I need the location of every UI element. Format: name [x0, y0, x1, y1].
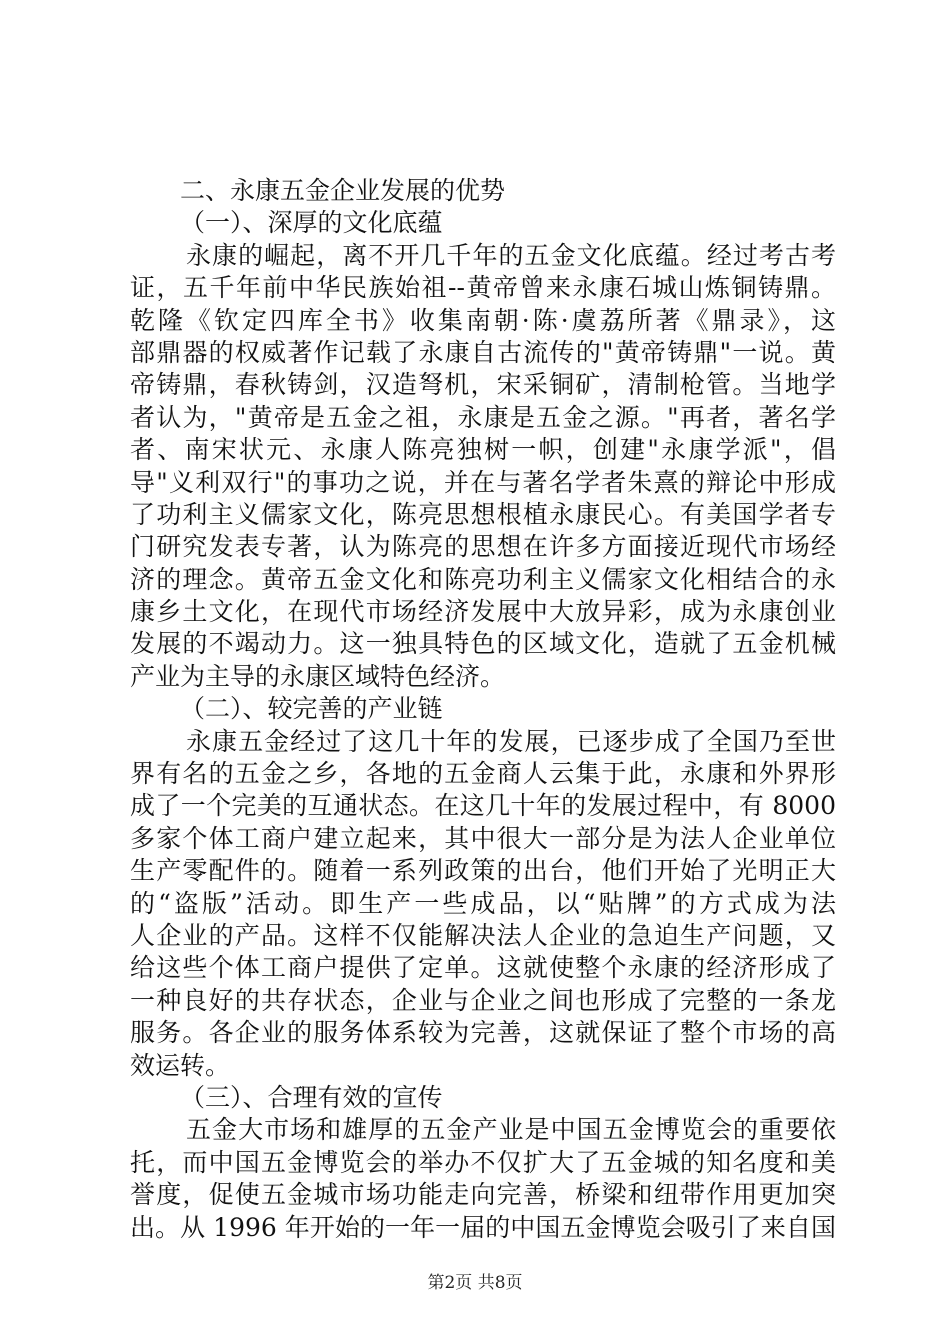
body-line: 服务。各企业的服务体系较为完善，这就保证了整个市场的高: [130, 1018, 836, 1048]
body-line: 济的理念。黄帝五金文化和陈亮功利主义儒家文化相结合的永: [130, 564, 836, 594]
body-line: 多家个体工商户建立起来，其中很大一部分是为法人企业单位: [130, 823, 836, 853]
body-line: 了功利主义儒家文化，陈亮思想根植永康民心。有美国学者专: [130, 499, 836, 529]
body-line: 人企业的产品。这样不仅能解决法人企业的急迫生产问题，又: [130, 920, 836, 950]
paragraph-first-line: 五金大市场和雄厚的五金产业是中国五金博览会的重要依: [186, 1115, 836, 1145]
paragraph-first-line: 永康的崛起，离不开几千年的五金文化底蕴。经过考古考: [186, 240, 836, 270]
body-line: 导"义利双行"的事功之说，并在与著名学者朱熹的辩论中形成: [130, 467, 836, 497]
body-line: 发展的不竭动力。这一独具特色的区域文化，造就了五金机械: [130, 629, 836, 659]
subsection-heading: （三）、合理有效的宣传: [180, 1082, 443, 1112]
body-line: 门研究发表专著，认为陈亮的思想在许多方面接近现代市场经: [130, 532, 836, 562]
paragraph-first-line: 永康五金经过了这几十年的发展，已逐步成了全国乃至世: [186, 726, 836, 756]
body-line: 给这些个体工商户提供了定单。这就使整个永康的经济形成了: [130, 953, 836, 983]
document-body: [130, 175, 836, 1244]
body-line: 出。从 1996 年开始的一年一届的中国五金博览会吸引了来自国: [130, 1212, 836, 1242]
paragraph-last-line: 效运转。: [130, 1050, 231, 1080]
body-line: 一种良好的共存状态，企业与企业之间也形成了完整的一条龙: [130, 985, 836, 1015]
subsection-heading: （一）、深厚的文化底蕴: [180, 208, 443, 238]
body-line: 者认为，"黄帝是五金之祖，永康是五金之源。"再者，著名学: [130, 402, 836, 432]
body-line: 者、南宋状元、永康人陈亮独树一帜，创建"永康学派"，倡: [130, 435, 836, 465]
body-line: 托，而中国五金博览会的举办不仅扩大了五金城的知名度和美: [130, 1147, 836, 1177]
body-line: 生产零配件的。随着一系列政策的出台，他们开始了光明正大: [130, 856, 836, 886]
body-line: 的“盗版”活动。即生产一些成品，以“贴牌”的方式成为法: [130, 888, 836, 918]
body-line: 康乡土文化，在现代市场经济发展中大放异彩，成为永康创业: [130, 597, 836, 627]
section-heading: 二、永康五金企业发展的优势: [180, 176, 506, 205]
body-line: 乾隆《钦定四库全书》收集南朝·陈·虞荔所著《鼎录》，这: [130, 305, 836, 335]
body-line: 部鼎器的权威著作记载了永康自古流传的"黄帝铸鼎"一说。黄: [130, 337, 836, 367]
body-line: 成了一个完美的互通状态。在这几十年的发展过程中，有 8000: [130, 791, 836, 821]
paragraph-last-line: 产业为主导的永康区域特色经济。: [130, 661, 506, 691]
body-line: 界有名的五金之乡，各地的五金商人云集于此，永康和外界形: [130, 759, 836, 789]
body-line: 帝铸鼎，春秋铸剑，汉造弩机，宋采铜矿，清制枪管。当地学: [130, 370, 836, 400]
body-line: 证，五千年前中华民族始祖--黄帝曾来永康石城山炼铜铸鼎。: [130, 273, 836, 303]
subsection-heading: （二）、较完善的产业链: [180, 694, 443, 724]
page-footer: 第2页 共8页: [427, 1273, 523, 1293]
body-line: 誉度，促使五金城市场功能走向完善，桥梁和纽带作用更加突: [130, 1180, 836, 1210]
